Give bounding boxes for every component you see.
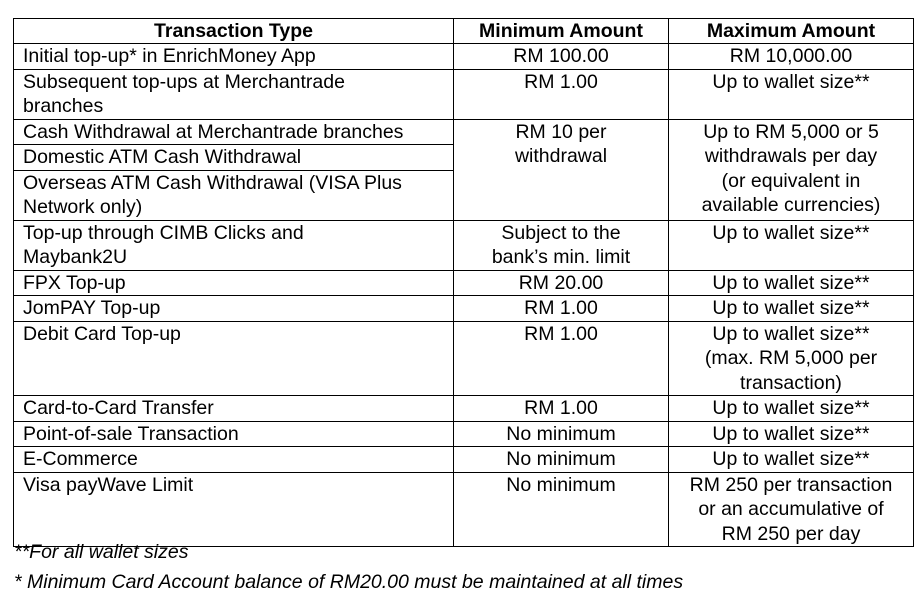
cell-line: Top-up through CIMB Clicks and bbox=[23, 221, 304, 244]
cell-line: RM 250 per day bbox=[721, 522, 861, 545]
maximum-amount-cell bbox=[669, 119, 914, 220]
minimum-amount-cell bbox=[454, 220, 669, 270]
transaction-type-cell: Cash Withdrawal at Merchantrade branches bbox=[14, 119, 454, 145]
transaction-type-cell: Debit Card Top-up bbox=[14, 321, 454, 396]
footnote-minimum-balance: * Minimum Card Account balance of RM20.00 must be maintained at all times bbox=[14, 571, 684, 593]
transaction-type-cell: Visa payWave Limit bbox=[14, 472, 454, 547]
cell-line: Overseas ATM Cash Withdrawal (VISA Plus bbox=[23, 171, 402, 194]
cell-line: Network only) bbox=[23, 196, 143, 218]
transaction-type-cell: JomPAY Top-up bbox=[14, 296, 454, 322]
maximum-amount-cell: Up to wallet size** bbox=[669, 296, 914, 322]
transaction-type-cell: Domestic ATM Cash Withdrawal bbox=[14, 145, 454, 171]
header-transaction-type: Transaction Type bbox=[14, 19, 454, 44]
maximum-amount-cell: Up to wallet size** bbox=[669, 396, 914, 422]
cell-line: Subject to the bbox=[501, 221, 621, 244]
maximum-amount-cell: Up to wallet size** bbox=[669, 447, 914, 473]
minimum-amount-cell: No minimum bbox=[454, 472, 669, 547]
cell-line: bank’s min. limit bbox=[491, 246, 631, 268]
transaction-type-cell bbox=[14, 170, 454, 220]
table-row bbox=[14, 296, 914, 322]
header-maximum-amount: Maximum Amount bbox=[669, 19, 914, 44]
minimum-amount-cell: No minimum bbox=[454, 421, 669, 447]
table-row bbox=[14, 472, 914, 547]
table-row bbox=[14, 270, 914, 296]
minimum-amount-cell: RM 1.00 bbox=[454, 296, 669, 322]
cell-line: (or equivalent in bbox=[721, 169, 861, 192]
cell-line: available currencies) bbox=[701, 194, 881, 216]
cell-line: Up to RM 5,000 or 5 bbox=[703, 120, 879, 143]
header-minimum-amount: Minimum Amount bbox=[454, 19, 669, 44]
minimum-amount-cell: RM 1.00 bbox=[454, 396, 669, 422]
minimum-amount-cell: RM 20.00 bbox=[454, 270, 669, 296]
cell-line: Maybank2U bbox=[23, 246, 128, 268]
cell-line: RM 10 per bbox=[515, 120, 607, 143]
table-row bbox=[14, 447, 914, 473]
table-row bbox=[14, 321, 914, 396]
table-row bbox=[14, 44, 914, 70]
cell-line: Subsequent top-ups at Merchantrade bbox=[23, 70, 345, 93]
cell-line: transaction) bbox=[740, 371, 842, 394]
maximum-amount-cell bbox=[669, 472, 914, 547]
transaction-type-cell: Card-to-Card Transfer bbox=[14, 396, 454, 422]
cell-line: Up to wallet size** bbox=[712, 322, 870, 345]
minimum-amount-cell: RM 1.00 bbox=[454, 69, 669, 119]
cell-line: (max. RM 5,000 per bbox=[704, 347, 878, 369]
table-row bbox=[14, 396, 914, 422]
transaction-limits-table bbox=[13, 18, 914, 547]
minimum-amount-cell: RM 1.00 bbox=[454, 321, 669, 396]
cell-line: RM 250 per transaction bbox=[689, 473, 893, 496]
transaction-type-cell: FPX Top-up bbox=[14, 270, 454, 296]
maximum-amount-cell: Up to wallet size** bbox=[669, 220, 914, 270]
transaction-type-cell bbox=[14, 69, 454, 119]
table-row bbox=[14, 421, 914, 447]
table-row bbox=[14, 220, 914, 270]
table-row bbox=[14, 69, 914, 119]
cell-line: withdrawal bbox=[514, 145, 608, 167]
transaction-type-cell bbox=[14, 220, 454, 270]
maximum-amount-cell: Up to wallet size** bbox=[669, 69, 914, 119]
table-header-row bbox=[14, 19, 914, 44]
maximum-amount-cell: RM 10,000.00 bbox=[669, 44, 914, 70]
footnote-wallet-sizes: **For all wallet sizes bbox=[14, 541, 189, 563]
maximum-amount-cell: Up to wallet size** bbox=[669, 270, 914, 296]
transaction-type-cell: E-Commerce bbox=[14, 447, 454, 473]
cell-line: branches bbox=[23, 95, 104, 117]
transaction-type-cell: Initial top-up* in EnrichMoney App bbox=[14, 44, 454, 70]
maximum-amount-cell: Up to wallet size** bbox=[669, 421, 914, 447]
table-row bbox=[14, 119, 914, 145]
transaction-type-cell: Point-of-sale Transaction bbox=[14, 421, 454, 447]
maximum-amount-cell bbox=[669, 321, 914, 396]
cell-line: or an accumulative of bbox=[698, 498, 884, 520]
minimum-amount-cell: No minimum bbox=[454, 447, 669, 473]
minimum-amount-cell: RM 100.00 bbox=[454, 44, 669, 70]
cell-line: withdrawals per day bbox=[704, 145, 878, 167]
minimum-amount-cell bbox=[454, 119, 669, 220]
